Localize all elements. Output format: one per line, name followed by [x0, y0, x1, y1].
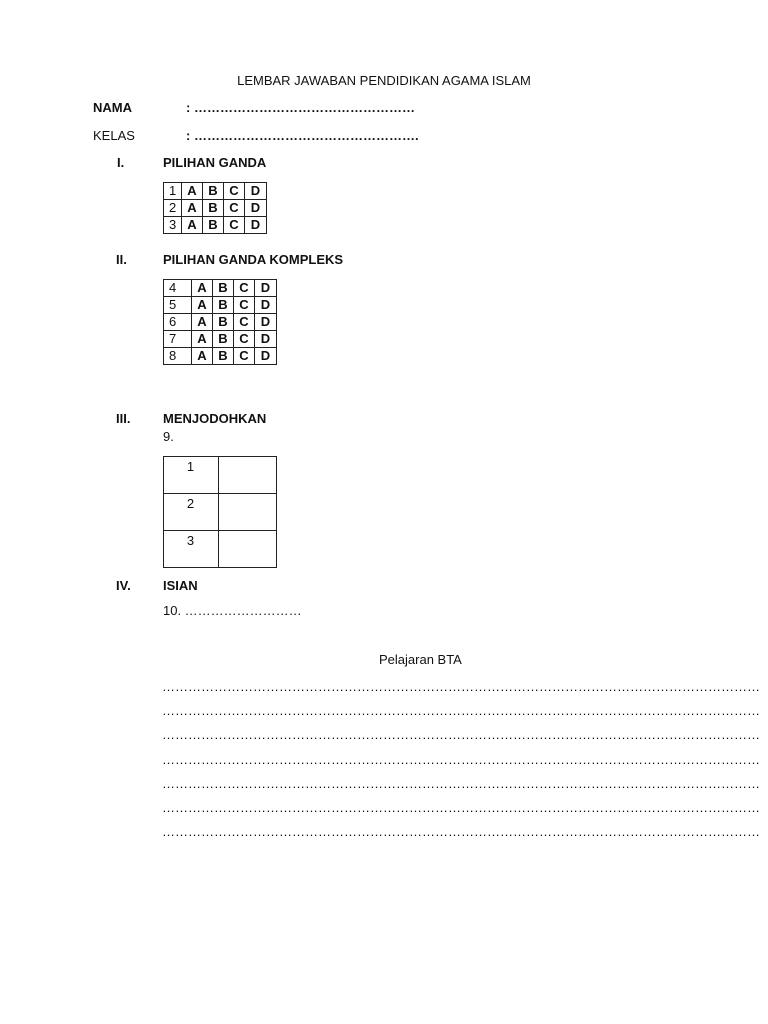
bta-answer-line[interactable]: …………………………………………………………………………………………………………………………	[162, 824, 760, 839]
option-d[interactable]: D	[255, 331, 277, 348]
match-row	[164, 531, 277, 568]
pilihan-ganda-kompleks-row	[164, 297, 277, 314]
option-d[interactable]: D	[245, 183, 267, 200]
option-d[interactable]: D	[255, 280, 277, 297]
option-b[interactable]: B	[213, 314, 234, 331]
pilihan-ganda-kompleks-row	[164, 331, 277, 348]
option-a[interactable]: A	[182, 217, 203, 234]
match-answer-cell[interactable]	[219, 457, 277, 494]
option-a[interactable]: A	[192, 331, 213, 348]
option-b[interactable]: B	[213, 331, 234, 348]
option-d[interactable]: D	[255, 314, 277, 331]
option-c[interactable]: C	[224, 183, 245, 200]
section-heading-pilihan-ganda-kompleks: PILIHAN GANDA KOMPLEKS	[163, 252, 344, 267]
option-a[interactable]: A	[192, 280, 213, 297]
pilihan-ganda-answer-table	[163, 182, 267, 234]
option-b[interactable]: B	[203, 217, 224, 234]
match-row	[164, 457, 277, 494]
option-d[interactable]: D	[255, 297, 277, 314]
section-heading-menjodohkan: MENJODOHKAN	[163, 411, 267, 426]
pilihan-ganda-kompleks-row	[164, 348, 277, 365]
option-a[interactable]: A	[192, 297, 213, 314]
bta-answer-line[interactable]: …………………………………………………………………………………………………………………………	[162, 776, 760, 791]
bta-answer-line[interactable]: …………………………………………………………………………………………………………………………	[162, 752, 760, 767]
match-number: 2	[164, 494, 219, 531]
pilihan-ganda-row	[164, 217, 267, 234]
menjodohkan-table	[163, 456, 277, 568]
pilihan-ganda-row	[164, 200, 267, 217]
option-c[interactable]: C	[234, 314, 255, 331]
bta-heading: Pelajaran BTA	[379, 652, 462, 667]
option-d[interactable]: D	[245, 200, 267, 217]
option-b[interactable]: B	[213, 297, 234, 314]
option-c[interactable]: C	[224, 217, 245, 234]
match-answer-cell[interactable]	[219, 494, 277, 531]
option-c[interactable]: C	[224, 200, 245, 217]
bta-answer-line[interactable]: …………………………………………………………………………………………………………………………	[162, 727, 760, 742]
match-number: 3	[164, 531, 219, 568]
question-number: 4	[164, 280, 192, 297]
option-d[interactable]: D	[245, 217, 267, 234]
kelas-label: KELAS	[93, 128, 135, 143]
bta-answer-line[interactable]: …………………………………………………………………………………………………………………………	[162, 703, 760, 718]
question-number: 1	[164, 183, 182, 200]
pilihan-ganda-kompleks-row	[164, 280, 277, 297]
option-b[interactable]: B	[203, 200, 224, 217]
question-number-9: 9.	[163, 429, 174, 444]
question-number: 3	[164, 217, 182, 234]
nama-field[interactable]: : ……………………………………………	[186, 100, 415, 115]
kelas-field[interactable]: : …………………………………………….	[186, 128, 419, 143]
section-numeral-1: I.	[117, 155, 125, 170]
option-b[interactable]: B	[213, 348, 234, 365]
page-title: LEMBAR JAWABAN PENDIDIKAN AGAMA ISLAM	[237, 73, 531, 88]
question-number: 7	[164, 331, 192, 348]
section-numeral-2: II.	[116, 252, 127, 267]
question-number: 8	[164, 348, 192, 365]
option-b[interactable]: B	[213, 280, 234, 297]
question-number: 5	[164, 297, 192, 314]
section-numeral-4: IV.	[116, 578, 131, 593]
match-number: 1	[164, 457, 219, 494]
pilihan-ganda-kompleks-answer-table	[163, 279, 277, 365]
pilihan-ganda-row	[164, 183, 267, 200]
match-answer-cell[interactable]	[219, 531, 277, 568]
option-b[interactable]: B	[203, 183, 224, 200]
option-c[interactable]: C	[234, 280, 255, 297]
option-c[interactable]: C	[234, 331, 255, 348]
option-c[interactable]: C	[234, 348, 255, 365]
option-a[interactable]: A	[182, 183, 203, 200]
bta-answer-line[interactable]: …………………………………………………………………………………………………………………………	[162, 800, 760, 815]
section-numeral-3: III.	[116, 411, 131, 426]
bta-answer-line[interactable]: …………………………………………………………………………………………………………………………	[162, 679, 760, 694]
question-number: 6	[164, 314, 192, 331]
option-d[interactable]: D	[255, 348, 277, 365]
option-a[interactable]: A	[182, 200, 203, 217]
section-heading-pilihan-ganda: PILIHAN GANDA	[163, 155, 267, 170]
nama-label: NAMA	[93, 100, 132, 115]
match-row	[164, 494, 277, 531]
option-a[interactable]: A	[192, 314, 213, 331]
isian-answer-line[interactable]: 10. ………………………	[163, 603, 302, 618]
pilihan-ganda-kompleks-row	[164, 314, 277, 331]
section-heading-isian: ISIAN	[163, 578, 198, 593]
question-number: 2	[164, 200, 182, 217]
option-c[interactable]: C	[234, 297, 255, 314]
option-a[interactable]: A	[192, 348, 213, 365]
